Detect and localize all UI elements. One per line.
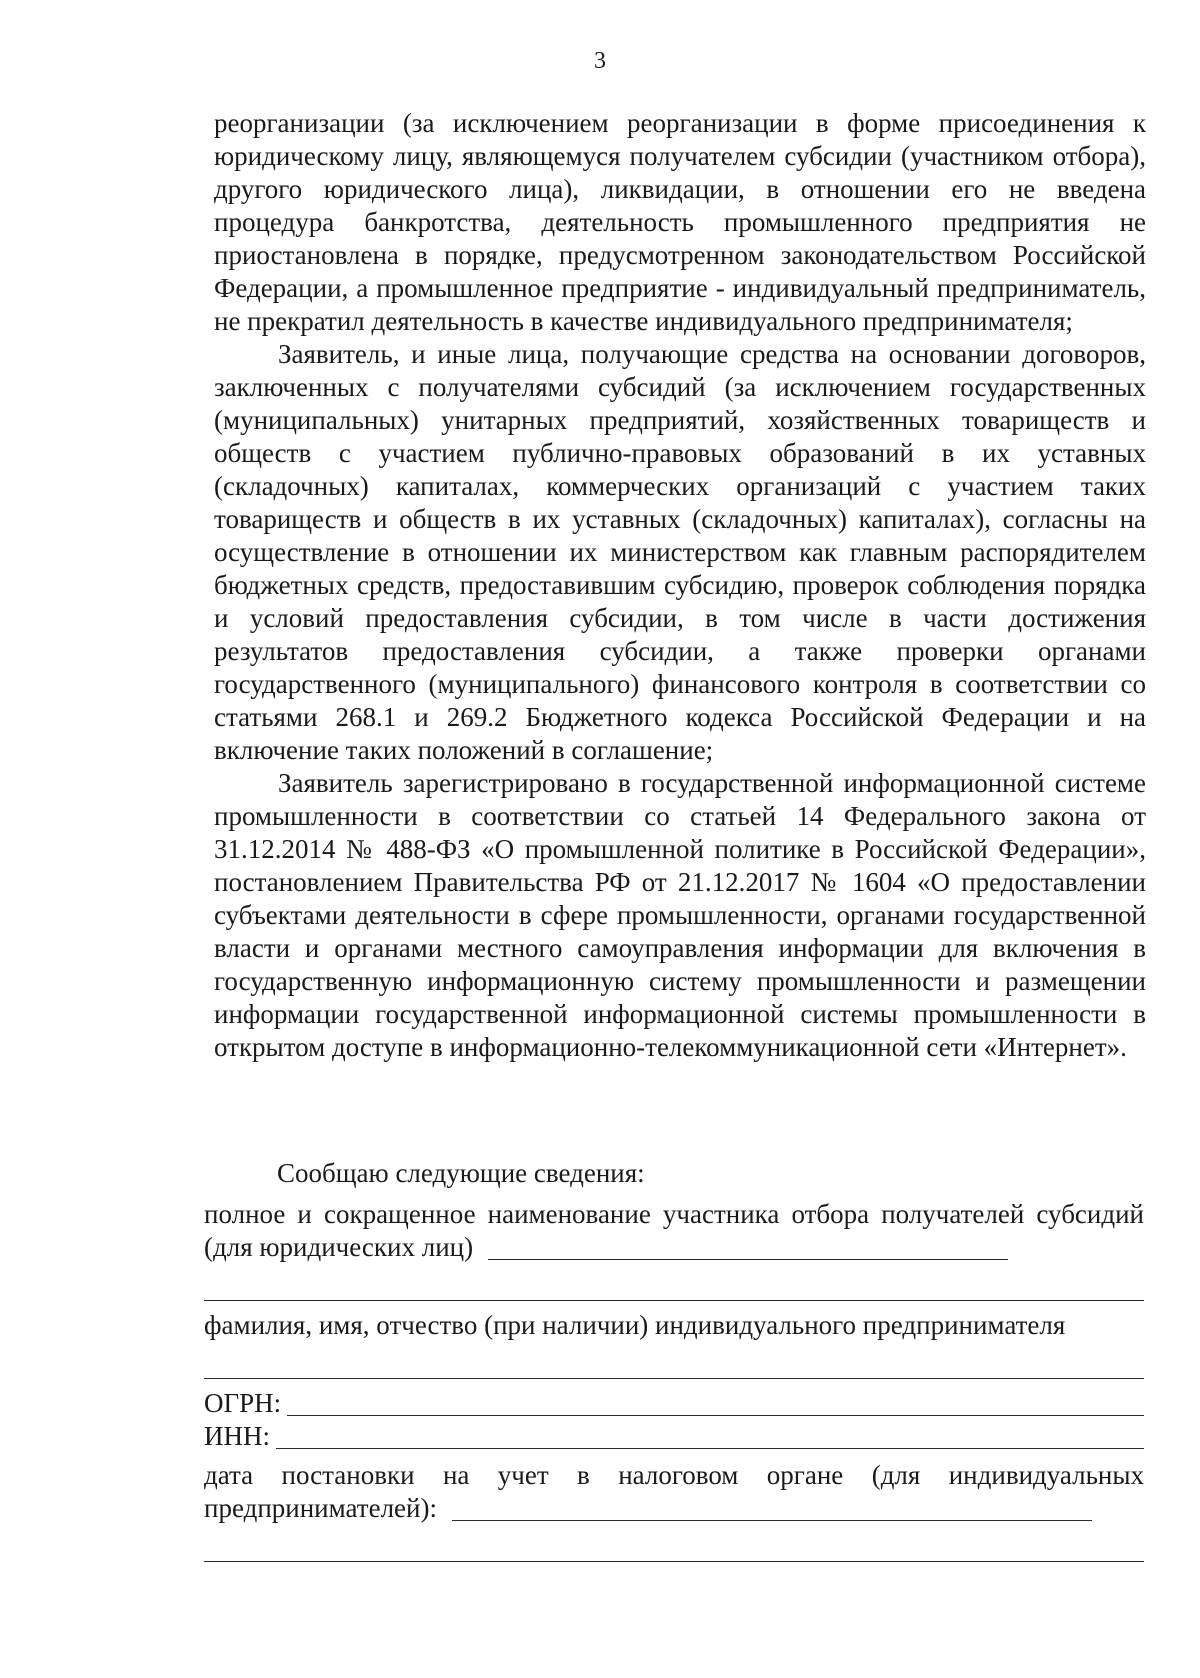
page-number: 3 [594, 48, 606, 74]
tax-date-blank-inline[interactable] [452, 1492, 1092, 1521]
body-text [214, 107, 1146, 1064]
paragraph-registration: Заявитель зарегистрировано в государственной информационной системе промышленности в соответствии со статьей 14 Федерального закона от 31.12.2014 № 488-ФЗ «О промышленной политике в Российской Федерации», постановлением Правительства РФ от 21.12.2017 № 1604 «О предоставлении субъектами деятельности в сфере промышленности, органами государственной власти и органами местного самоуправления информации для включения в государственную информационную систему промышленности и размещении информации государственной информационной системы промышленности в открытом доступе в информационно-телекоммуникационной сети «Интернет». [214, 768, 1146, 1062]
paragraph-reorganization: реорганизации (за исключением реорганизации в форме присоединения к юридическому лицу, являющемуся получателем субсидии (участником отбора), другого юридического лица), ликвидации, в отношении его не введена процедура банкротства, деятельность промышленного предприятия не приостановлена в порядке, предусмотренном законодательством Российской Федерации, а промышленное предприятие - индивидуальный предприниматель, не прекратил деятельность в качестве индивидуального предпринимателя; [214, 108, 1146, 336]
tax-date-field [204, 1459, 1144, 1562]
information-form [204, 1157, 1144, 1568]
tax-date-label: дата постановки на учет в налоговом органе (для индивидуальных предпринимателей): [204, 1460, 1144, 1523]
ip-name-blank[interactable] [204, 1348, 1144, 1379]
full-name-blank-inline[interactable] [488, 1231, 1008, 1260]
full-name-blank[interactable] [204, 1270, 1144, 1301]
inn-label: ИНН: [204, 1421, 270, 1451]
ip-name-field [204, 1309, 1144, 1379]
ogrn-blank[interactable] [287, 1387, 1144, 1416]
form-intro: Сообщаю следующие сведения: [277, 1158, 645, 1188]
ogrn-field [204, 1387, 1144, 1420]
ip-name-label: фамилия, имя, отчество (при наличии) индивидуального предпринимателя [204, 1310, 1066, 1340]
tax-date-blank[interactable] [204, 1531, 1144, 1562]
inn-blank[interactable] [276, 1420, 1144, 1449]
full-name-label: полное и сокращенное наименование участника отбора получателей субсидий (для юридических лиц) [204, 1199, 1144, 1262]
ogrn-label: ОГРН: [204, 1388, 282, 1418]
full-name-field [204, 1198, 1144, 1301]
inn-field [204, 1420, 1144, 1453]
paragraph-consent-inspections: Заявитель, и иные лица, получающие средства на основании договоров, заключенных с получателями субсидий (за исключением государственных (муниципальных) унитарных предприятий, хозяйственных товариществ и обществ с участием публично-правовых образований в их уставных (складочных) капиталах, коммерческих организаций с участием таких товариществ и обществ в их уставных (складочных) капиталах), согласны на осуществление в отношении их министерством как главным распорядителем бюджетных средств, предоставившим субсидию, проверок соблюдения порядка и условий предоставления субсидии, в том числе в части достижения результатов предоставления субсидии, а также проверки органами государственного (муниципального) финансового контроля в соответствии со статьями 268.1 и 269.2 Бюджетного кодекса Российской Федерации и на включение таких положений в соглашение; [214, 339, 1146, 765]
